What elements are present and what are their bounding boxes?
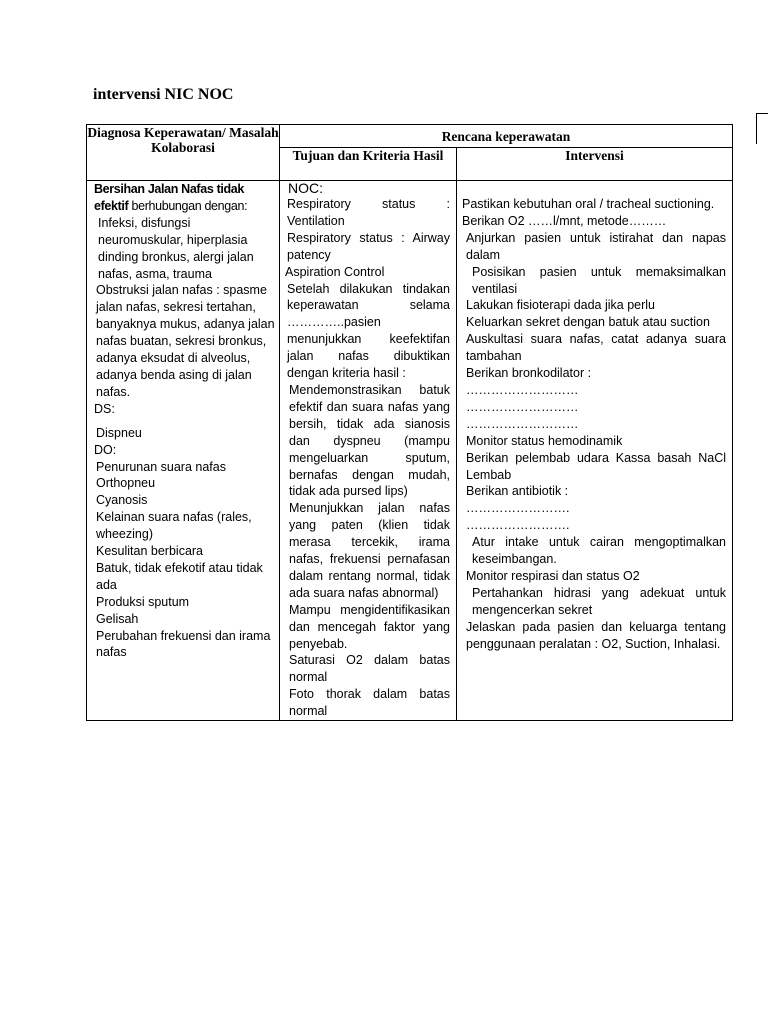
ds-list — [94, 425, 275, 442]
intervention-item: Pertahankan hidrasi yang adekuat untuk mengencerkan sekret — [472, 585, 726, 617]
intervention-item: Anjurkan pasien untuk istirahat dan napas dalam — [466, 230, 726, 262]
intervention-item: Berikan bronkodilator : — [466, 366, 592, 381]
goal-item: Mampu mengidentifikasikan dan mencegah faktor yang penyebab. — [289, 602, 450, 651]
goal-item: Setelah dilakukan tindakan keperawatan selama …………..pasien menunjukkan keefektifan jalan nafas dibuktikan dengan kriteria hasil : — [287, 281, 450, 381]
goal-item: Saturasi O2 dalam batas normal — [289, 653, 450, 685]
goal-item: Menunjukkan jalan nafas yang paten (klien tidak merasa tercekik, irama nafas, frekuensi pernafasan dalam rentang normal, tidak ada suara nafas abnormal) — [289, 501, 450, 600]
intervention-item: ……………………… — [466, 416, 579, 431]
noc-label: NOC: — [288, 180, 323, 196]
do-item: Kelainan suara nafas (rales, wheezing) — [96, 510, 252, 542]
plan-header: Rencana keperawatan — [280, 125, 733, 148]
interventions-cell — [457, 181, 733, 721]
intervention-item: ……………………. — [466, 518, 570, 533]
do-item: Penurunan suara nafas — [96, 459, 226, 474]
intervention-item: Keluarkan sekret dengan batuk atau suction — [466, 315, 710, 330]
goal-item: Respiratory status : Ventilation — [287, 197, 450, 228]
goal-item: Foto thorak dalam batas normal — [289, 687, 450, 719]
goals-header: Tujuan dan Kriteria Hasil — [280, 148, 457, 181]
intervention-item: Berikan pelembab udara Kassa basah NaCl Lembab — [466, 450, 726, 482]
do-item: Cyanosis — [96, 493, 148, 508]
intervention-item: ……………………… — [466, 382, 579, 397]
page-edge-mark — [756, 113, 768, 144]
goals-cell — [280, 181, 457, 721]
intervention-item: Berikan antibiotik : — [466, 484, 569, 499]
diagnosis-header: Diagnosa Keperawatan/ Masalah Kolaborasi — [87, 125, 280, 181]
goal-item: Mendemonstrasikan batuk efektif dan suara nafas yang bersih, tidak ada sianosis dan dyspneu (mampu mengeluarkan sputum, bernafas dengan mudah, tidak ada pursed lips) — [289, 382, 450, 499]
intervention-item: Lakukan fisioterapi dada jika perlu — [466, 298, 656, 313]
do-item: Orthopneu — [96, 476, 156, 491]
interventions-list — [462, 196, 726, 652]
intervention-item: Auskultasi suara nafas, catat adanya suara tambahan — [466, 332, 726, 364]
do-label: DO: — [94, 442, 117, 457]
diagnosis-factors-1: Infeksi, disfungsi neuromuskular, hiperplasia dinding bronkus, alergi jalan nafas, asma, trauma — [98, 215, 254, 281]
do-item: Produksi sputum — [96, 594, 190, 609]
intervention-item: ……………………… — [466, 399, 579, 414]
goals-list — [285, 196, 450, 720]
intervention-item: Jelaskan pada pasien dan keluarga tentang penggunaan peralatan : O2, Suction, Inhalasi. — [466, 619, 726, 651]
intervention-item: Posisikan pasien untuk memaksimalkan ventilasi — [472, 264, 726, 296]
intervention-item: Berikan O2 ……l/mnt, metode……… — [462, 213, 667, 228]
do-item: Kesulitan berbicara — [96, 544, 204, 559]
ds-label: DS: — [94, 401, 115, 416]
care-plan-table — [86, 124, 733, 721]
do-item: Gelisah — [96, 611, 139, 626]
intervention-item: Pastikan kebutuhan oral / tracheal suctioning. — [462, 197, 715, 211]
do-list — [94, 459, 275, 662]
intervention-item: Monitor status hemodinamik — [466, 433, 623, 448]
goal-item: Respiratory status : Airway patency — [287, 230, 450, 262]
interventions-header: Intervensi — [457, 148, 733, 181]
goal-item: Aspiration Control — [285, 264, 385, 279]
intervention-item: ……………………. — [466, 501, 570, 516]
diagnosis-factors-2: Obstruksi jalan nafas : spasme jalan nafas, sekresi tertahan, banyaknya mukus, adanya jalan nafas buatan, sekresi bronkus, adanya eksudat di alveolus, adanya benda asing di jalan nafas. — [96, 283, 275, 399]
intervention-item: Atur intake untuk cairan mengoptimalkan keseimbangan. — [472, 535, 726, 567]
intervention-item: Monitor respirasi dan status O2 — [466, 568, 640, 583]
ds-item: Dispneu — [96, 425, 142, 440]
diagnosis-title: Bersihan Jalan Nafas tidak efektif berhubungan dengan: — [94, 182, 248, 213]
diagnosis-cell — [87, 181, 280, 721]
page-title: intervensi NIC NOC — [93, 86, 234, 103]
do-item: Perubahan frekuensi dan irama nafas — [96, 628, 271, 660]
do-item: Batuk, tidak efekotif atau tidak ada — [96, 560, 263, 592]
